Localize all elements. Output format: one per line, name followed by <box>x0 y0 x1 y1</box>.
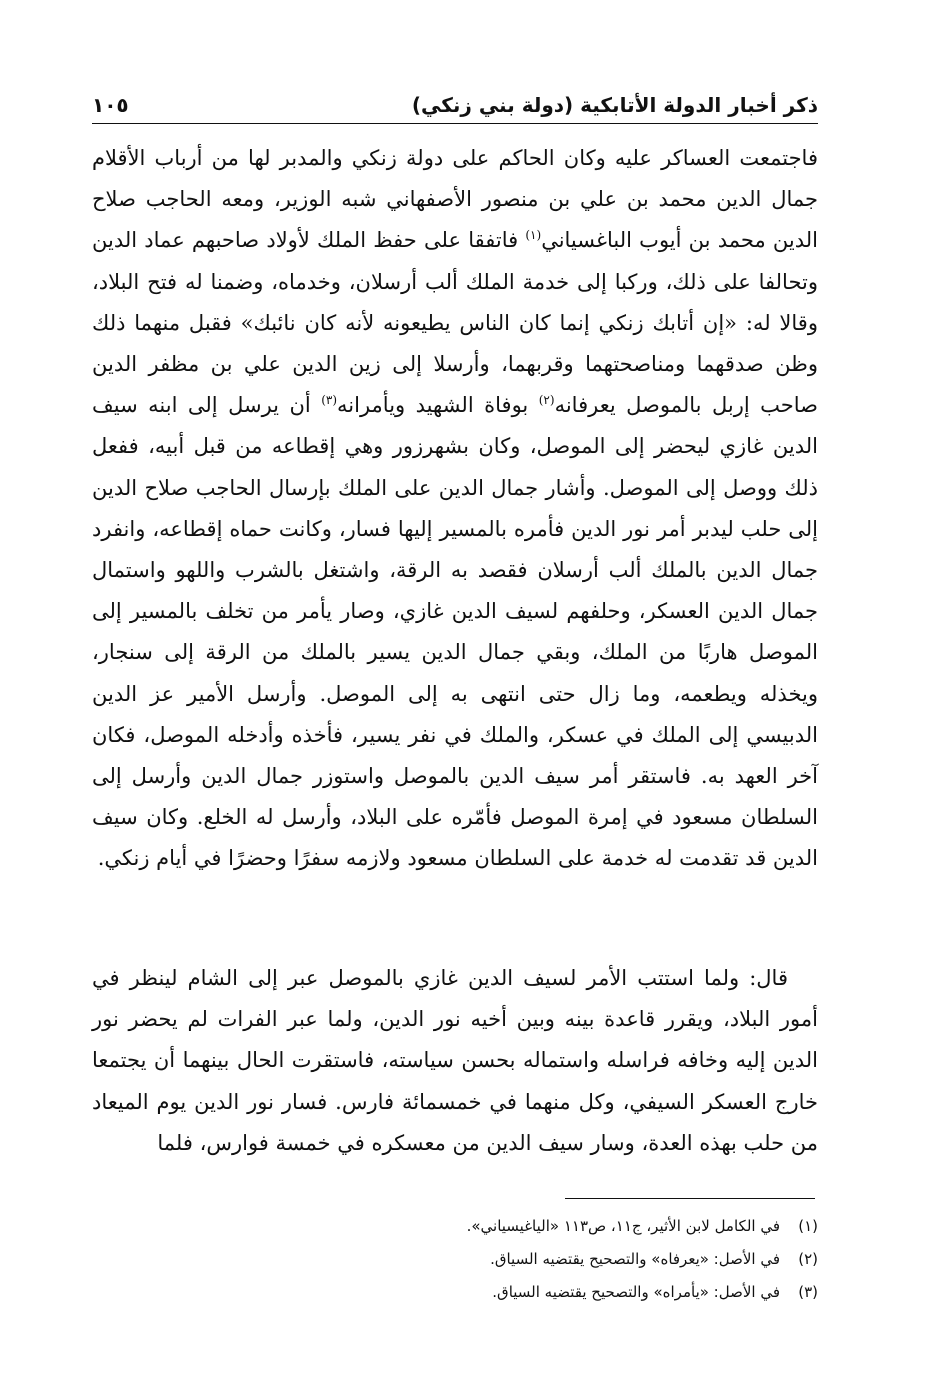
footnote-number: (١) <box>798 1217 818 1235</box>
paragraph-1 <box>92 138 818 880</box>
footnotes <box>92 1210 818 1309</box>
paragraph-2: قال: ولما استتب الأمر لسيف الدين غازي بالموصل عبر إلى الشام لينظر في أمور البلاد، ويقرر قاعدة بينه وبين أخيه نور الدين، ولما عبر الفرات لم يحضر نور الدين إليه وخافه فراسله واستماله بحسن سياسته، فاستقرت الحال بينهما أن يجتمعا خارج العسكر السيفي، وكل منهما في خمسمائة فارس. فسار نور الدين يوم الميعاد من حلب بهذه العدة، وسار سيف الدين من معسكره في خمسة فوارس، فلما <box>92 966 818 1155</box>
main-text-continued <box>92 958 818 1164</box>
footnote-number: (٣) <box>798 1283 818 1301</box>
main-text <box>92 138 818 880</box>
footnote-1 <box>92 1210 818 1243</box>
footnote-ref-2: (٢) <box>538 393 555 408</box>
footnote-text: في الكامل لابن الأثير، ج١١، ص١١٣ «الياغيسياني». <box>466 1217 780 1235</box>
running-title: ذكر أخبار الدولة الأتابكية (دولة بني زنكي) <box>411 93 818 117</box>
footnote-number: (٢) <box>798 1250 818 1268</box>
paragraph-1-part-2: فاتفقا على حفظ الملك لأولاد صاحبهم عماد الدين وتحالفا على ذلك، وركبا إلى خدمة الملك ألب أرسلان، وخدماه، وضمنا له فتح البلاد، وقالا له: «إن أتابك زنكي إنما كان الناس يطيعونه لأنه كان نائبك» فقبل منهما ذلك وظن صدقهما ومناصحتهما وقربهما، وأرسلا إلى زين الدين علي بن مظفر الدين صاحب إربل بالموصل يعرفانه <box>92 228 818 418</box>
page-number: ١٠٥ <box>92 93 129 117</box>
page-header <box>92 80 818 124</box>
footnote-text: في الأصل: «يعرفاه» والتصحيح يقتضيه السياق. <box>490 1250 780 1268</box>
footnote-text: في الأصل: «يأمراه» والتصحيح يقتضيه السياق. <box>492 1283 780 1301</box>
paragraph-1-part-1: فاجتمعت العساكر عليه وكان الحاكم على دولة زنكي والمدبر لها من أرباب الأقلام جمال الدين محمد بن علي بن منصور الأصفهاني شبه الوزير، ومعه الحاجب صلاح الدين محمد بن أيوب الباغسياني <box>92 146 818 253</box>
footnote-2 <box>92 1243 818 1276</box>
footnote-3 <box>92 1276 818 1309</box>
footnote-divider <box>565 1198 815 1199</box>
paragraph-1-part-3: بوفاة الشهيد ويأمرانه <box>337 393 539 418</box>
footnote-ref-1: (١) <box>525 228 542 243</box>
paragraph-1-part-4: أن يرسل إلى ابنه سيف الدين غازي ليحضر إلى الموصل، وكان بشهرزور وهي إقطاعه من قبل أبيه، ففعل ذلك ووصل إلى الموصل. وأشار جمال الدين على الملك بإرسال الحاجب صلاح الدين إلى حلب ليدبر أمر نور الدين فأمره بالمسير إليها فسار، وكانت حماه إقطاعه، وانفرد جمال الدين بالملك ألب أرسلان فقصد به الرقة، واشتغل بالشرب واللهو واستمال جمال الدين العسكر، وحلفهم لسيف الدين غازي، وصار يأمر من تخلف بالمسير إلى الموصل هاربًا من الملك، وبقي جمال الدين يسير بالملك من الرقة إلى سنجار، ويخذله ويطعمه، وما زال حتى انتهى به إلى الموصل. وأرسل الأمير عز الدين الدبيسي إلى الملك في عسكر، والملك في نفر يسير، فأخذه وأدخله الموصل، فكان آخر العهد به. فاستقر أمر سيف الدين بالموصل واستوزر جمال الدين وأرسل إلى السلطان مسعود في إمرة الموصل فأمّره على البلاد، وأرسل له الخلع. وكان سيف الدين قد تقدمت له خدمة على السلطان مسعود ولازمه سفرًا وحضرًا في أيام زنكي. <box>92 393 818 871</box>
footnote-ref-3: (٣) <box>321 393 338 408</box>
